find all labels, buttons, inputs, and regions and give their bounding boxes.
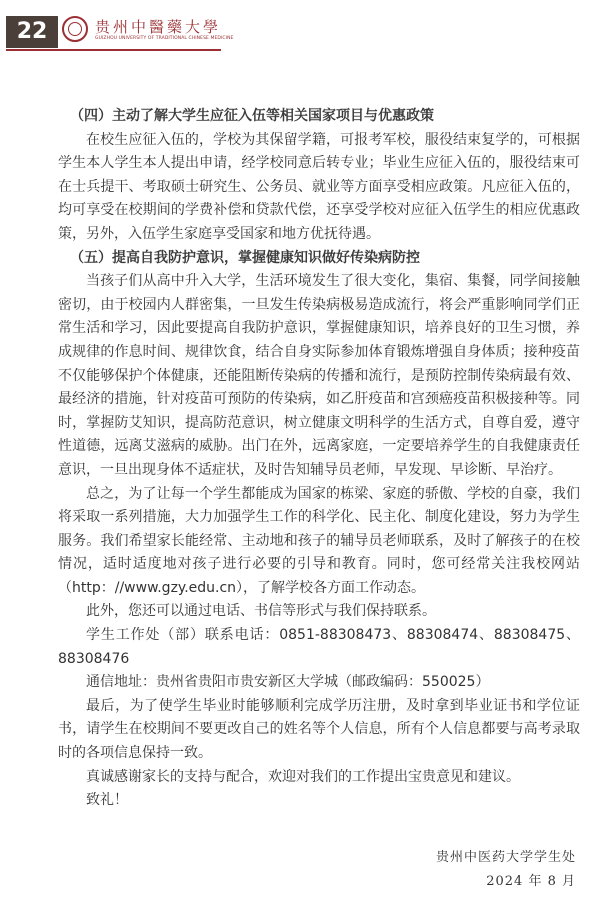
paragraph-final-notice: 最后，为了使学生毕业时能够顺利完成学历注册，及时拿到毕业证书和学位证书，请学生在校期间不要更改自己的姓名等个人信息，所有个人信息都要与高考录取时的各项信息保持一致。 bbox=[58, 697, 580, 762]
paragraph-thanks: 真诚感谢家长的支持与配合，欢迎对我们的工作提出宝贵意见和建议。 bbox=[86, 768, 520, 785]
page-header bbox=[0, 0, 600, 62]
letter-body bbox=[58, 105, 580, 813]
contact-phone: 学生工作处（部）联系电话：0851-88308473、88308474、88308475、88308476 bbox=[58, 627, 580, 667]
university-logo-icon bbox=[62, 16, 88, 42]
header-divider bbox=[6, 49, 221, 51]
page-number: 22 bbox=[6, 16, 58, 48]
university-name-english: GUIZHOU UNIVERSITY OF TRADITIONAL CHINESE MEDICINE bbox=[95, 36, 234, 41]
signature-date: 2024 年 8 月 bbox=[486, 874, 576, 889]
university-name: 贵州中醫藥大學 bbox=[95, 18, 222, 36]
section-heading-5: （五）提高自我防护意识，掌握健康知识做好传染病防控 bbox=[70, 249, 420, 266]
section-heading-4: （四）主动了解大学生应征入伍等相关国家项目与优惠政策 bbox=[70, 108, 434, 124]
signature-office: 贵州中医药大学学生处 bbox=[435, 850, 576, 865]
contact-address: 通信地址：贵州省贵阳市贵安新区大学城（邮政编码：550025） bbox=[86, 674, 490, 691]
paragraph-summary: 总之，为了让每一个学生都能成为国家的栋梁、家庭的骄傲、学校的自豪，我们将采取一系列措施，大力加强学生工作的科学化、民主化、制度化建设，努力为学生服务。我们希望家长能经常、主动地和孩子的辅导员老师联系，及时了解孩子的在校情况，适时适度地对孩子进行必要的引导和教育。同时，您可经常关注我校网站（http：//www.gzy.edu.cn），了解学校各方面工作动态。 bbox=[58, 485, 580, 596]
signature-block bbox=[436, 846, 576, 894]
paragraph-enlistment: 在校生应征入伍的，学校为其保留学籍，可报考军校，服役结束复学的，可根据学生本人学生本人提出申请，经学校同意后转专业；毕业生应征入伍的，服役结束可在士兵提干、考取硕士研究生、公务员、就业等方面享受相应政策。凡应征入伍的，均可享受在校期间的学费补偿和贷款代偿，还享受学校对应征入伍学生的相应优惠政策，另外，入伍学生家庭享受国家和地方优抚待遇。 bbox=[58, 131, 580, 242]
paragraph-health: 当孩子们从高中升入大学，生活环境发生了很大变化，集宿、集餐，同学间接触密切，由于校园内人群密集，一旦发生传染病极易造成流行，将会严重影响同学们正常生活和学习，因此要提高自我防护意识，掌握健康知识，培养良好的卫生习惯，养成规律的作息时间、规律饮食，结合自身实际参加体育锻炼增强自身体质；接种疫苗不仅能够保护个体健康，还能阻断传染病的传播和流行，是预防控制传染病最有效、最经济的措施，针对疫苗可预防的传染病，如乙肝疫苗和宫颈癌疫苗积极接种等。同时，掌握防艾知识，提高防范意识，树立健康文明科学的生活方式，自尊自爱，遵守性道德，远离艾滋病的威胁。出门在外，远离家庭，一定要培养学生的自我健康责任意识，一旦出现身体不适症状，及时告知辅导员老师，早发现、早诊断、早治疗。 bbox=[58, 273, 580, 478]
salutation: 致礼！ bbox=[86, 792, 128, 809]
paragraph-contact-intro: 此外，您还可以通过电话、书信等形式与我们保持联系。 bbox=[86, 603, 436, 620]
